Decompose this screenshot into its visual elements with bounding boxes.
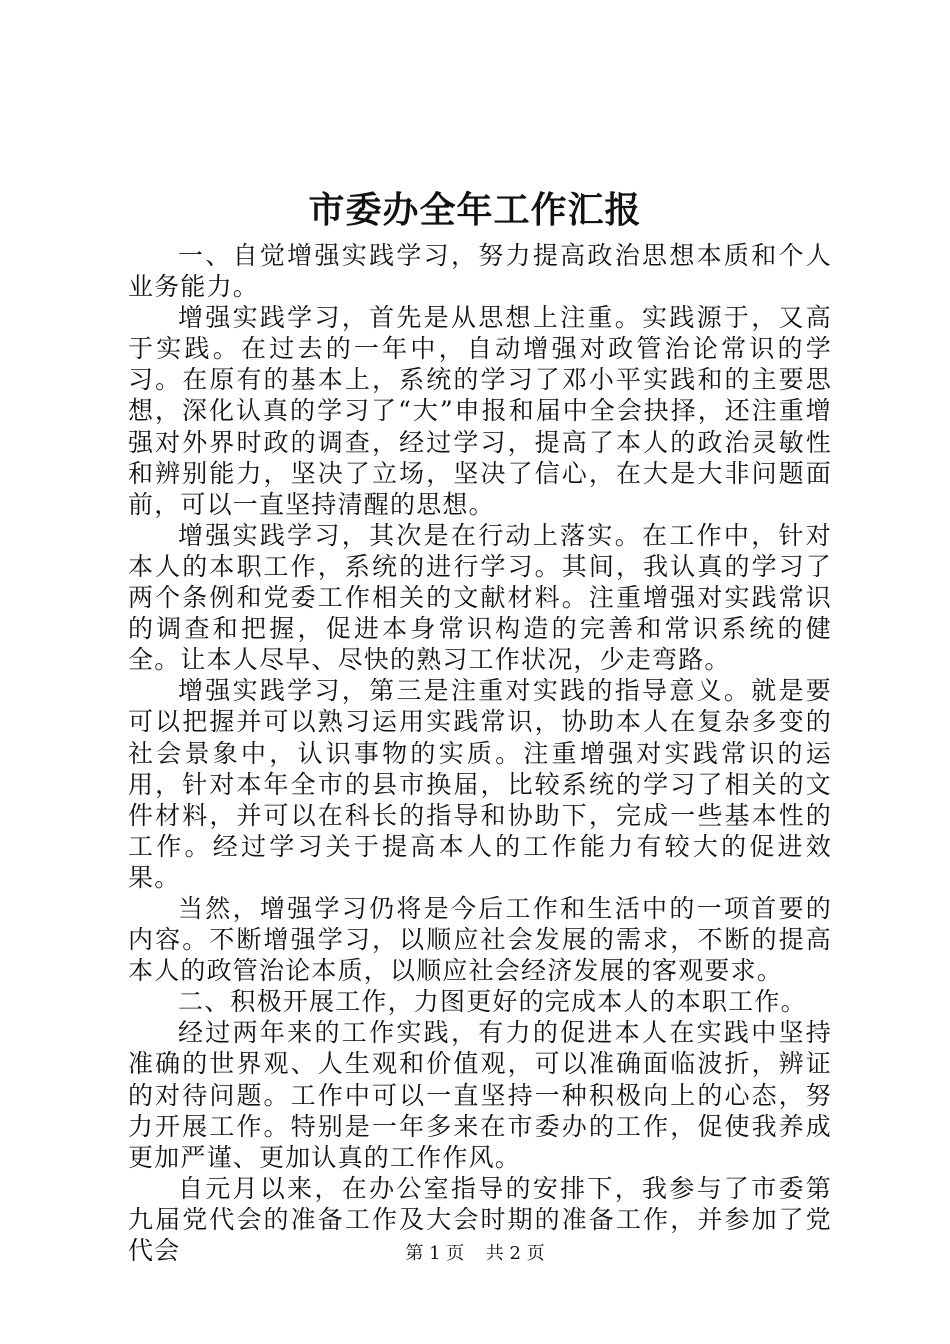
paragraph: 增强实践学习，第三是注重对实践的指导意义。就是要可以把握并可以熟习运用实践常识，协助本人在复杂多变的社会景象中，认识事物的实质。注重增强对实践常识的运用，针对本年全市的县市换届，比较系统的学习了相关的文件材料，并可以在科长的指导和协助下，完成一些基本性的工作。经过学习关于提高本人的工作能力有较大的促进效果。	[128, 676, 832, 892]
paragraph: 自元月以来，在办公室指导的安排下，我参与了市委第九届党代会的准备工作及大会时期的准备工作，并参加了党代会	[128, 1173, 832, 1265]
document-body	[128, 240, 832, 1266]
page-number: 第 1 页	[405, 1243, 465, 1264]
paragraph: 经过两年来的工作实践，有力的促进本人在实践中坚持准确的世界观、人生观和价值观，可以准确面临波折，辨证的对待问题。工作中可以一直坚持一种积极向上的心态，努力开展工作。特别是一年多来在市委办的工作，促使我养成更加严谨、更加认真的工作作风。	[128, 1018, 832, 1172]
paragraph: 增强实践学习，首先是从思想上注重。实践源于，又高于实践。在过去的一年中，自动增强对政管治论常识的学习。在原有的基本上，系统的学习了邓小平实践和的主要思想，深化认真的学习了“大”申报和届中全会抉择，还注重增强对外界时政的调查，经过学习，提高了本人的政治灵敏性和辨别能力，坚决了立场，坚决了信心，在大是大非问题面前，可以一直坚持清醒的思想。	[128, 303, 832, 519]
page-total: 共 2 页	[485, 1243, 545, 1264]
page-footer	[0, 1242, 950, 1266]
paragraph-section-two-heading: 二、积极开展工作，力图更好的完成本人的本职工作。	[178, 987, 807, 1017]
paragraph: 增强实践学习，其次是在行动上落实。在工作中，针对本人的本职工作，系统的进行学习。其间，我认真的学习了两个条例和党委工作相关的文献材料。注重增强对实践常识的调查和把握，促进本身常识构造的完善和常识系统的健全。让本人尽早、尽快的熟习工作状况，少走弯路。	[128, 520, 832, 675]
document-title: 市委办全年工作汇报	[308, 189, 642, 231]
paragraph-section-one-heading: 一、自觉增强实践学习，努力提高政治思想本质和个人业务能力。	[128, 241, 832, 302]
paragraph: 当然，增强学习仍将是今后工作和生活中的一项首要的内容。不断增强学习，以顺应社会发展的需求，不断的提高本人的政管治论本质，以顺应社会经济发展的客观要求。	[128, 893, 832, 986]
